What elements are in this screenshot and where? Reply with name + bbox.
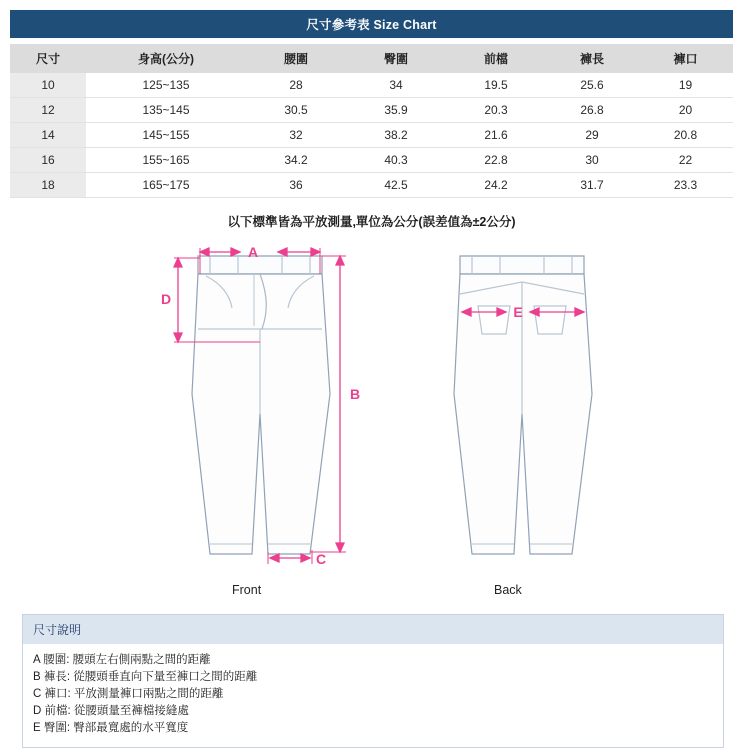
cell-length: 25.6	[546, 73, 638, 98]
column-header: 身高(公分)	[86, 44, 246, 73]
cell-height: 145~155	[86, 123, 246, 148]
legend-item: C 褲口: 平放測量褲口兩點之間的距離	[33, 688, 224, 700]
cell-hem: 19	[638, 73, 733, 98]
pants-diagram-svg	[10, 234, 733, 594]
front-caption: Front	[232, 583, 262, 597]
cell-hip: 40.3	[346, 148, 446, 173]
cell-size: 16	[10, 148, 86, 173]
cell-waist: 30.5	[246, 98, 346, 123]
table-row	[10, 73, 733, 98]
table-row	[10, 123, 733, 148]
cell-rise: 24.2	[446, 173, 546, 198]
table-row	[10, 148, 733, 173]
label-d: D	[160, 291, 172, 307]
column-header: 褲長	[546, 44, 638, 73]
cell-length: 29	[546, 123, 638, 148]
label-a: A	[247, 244, 259, 260]
column-header: 腰圍	[246, 44, 346, 73]
cell-hip: 42.5	[346, 173, 446, 198]
cell-waist: 34.2	[246, 148, 346, 173]
cell-size: 18	[10, 173, 86, 198]
front-pants-outline	[192, 256, 330, 554]
cell-waist: 32	[246, 123, 346, 148]
legend-item: A 腰圍: 腰頭左右側兩點之間的距離	[33, 654, 211, 666]
cell-height: 165~175	[86, 173, 246, 198]
cell-rise: 19.5	[446, 73, 546, 98]
table-header-row	[10, 44, 733, 73]
cell-hem: 22	[638, 148, 733, 173]
back-pants-outline	[454, 256, 592, 554]
cell-size: 10	[10, 73, 86, 98]
cell-length: 30	[546, 148, 638, 173]
cell-rise: 22.8	[446, 148, 546, 173]
garment-diagram	[0, 234, 743, 609]
cell-hip: 34	[346, 73, 446, 98]
size-chart-table	[10, 44, 733, 198]
legend-item: D 前檔: 從腰頭量至褲檔接縫處	[33, 705, 189, 717]
cell-hem: 20.8	[638, 123, 733, 148]
legend-panel	[22, 614, 724, 748]
cell-height: 125~135	[86, 73, 246, 98]
table-row	[10, 173, 733, 198]
cell-size: 12	[10, 98, 86, 123]
measurement-note: 以下標準皆為平放測量,單位為公分(誤差值為±2公分)	[227, 215, 516, 229]
size-chart-page	[0, 10, 743, 753]
table-row	[10, 98, 733, 123]
cell-size: 14	[10, 123, 86, 148]
cell-length: 31.7	[546, 173, 638, 198]
column-header: 褲口	[638, 44, 733, 73]
legend-title: 尺寸說明	[23, 615, 723, 644]
cell-hip: 35.9	[346, 98, 446, 123]
cell-hem: 23.3	[638, 173, 733, 198]
cell-rise: 21.6	[446, 123, 546, 148]
label-c: C	[316, 551, 327, 567]
back-caption: Back	[494, 583, 522, 597]
cell-hip: 38.2	[346, 123, 446, 148]
legend-body	[23, 644, 723, 747]
cell-rise: 20.3	[446, 98, 546, 123]
column-header: 尺寸	[10, 44, 86, 73]
cell-waist: 36	[246, 173, 346, 198]
column-header: 臀圍	[346, 44, 446, 73]
page-title: 尺寸參考表 Size Chart	[10, 10, 733, 38]
label-e: E	[513, 304, 523, 320]
cell-height: 155~165	[86, 148, 246, 173]
cell-length: 26.8	[546, 98, 638, 123]
cell-waist: 28	[246, 73, 346, 98]
cell-hem: 20	[638, 98, 733, 123]
legend-item: B 褲長: 從腰頭垂直向下量至褲口之間的距離	[33, 671, 258, 683]
column-header: 前檔	[446, 44, 546, 73]
legend-item: E 臀圍: 臀部最寬處的水平寬度	[33, 722, 189, 734]
cell-height: 135~145	[86, 98, 246, 123]
label-b: B	[350, 386, 361, 402]
